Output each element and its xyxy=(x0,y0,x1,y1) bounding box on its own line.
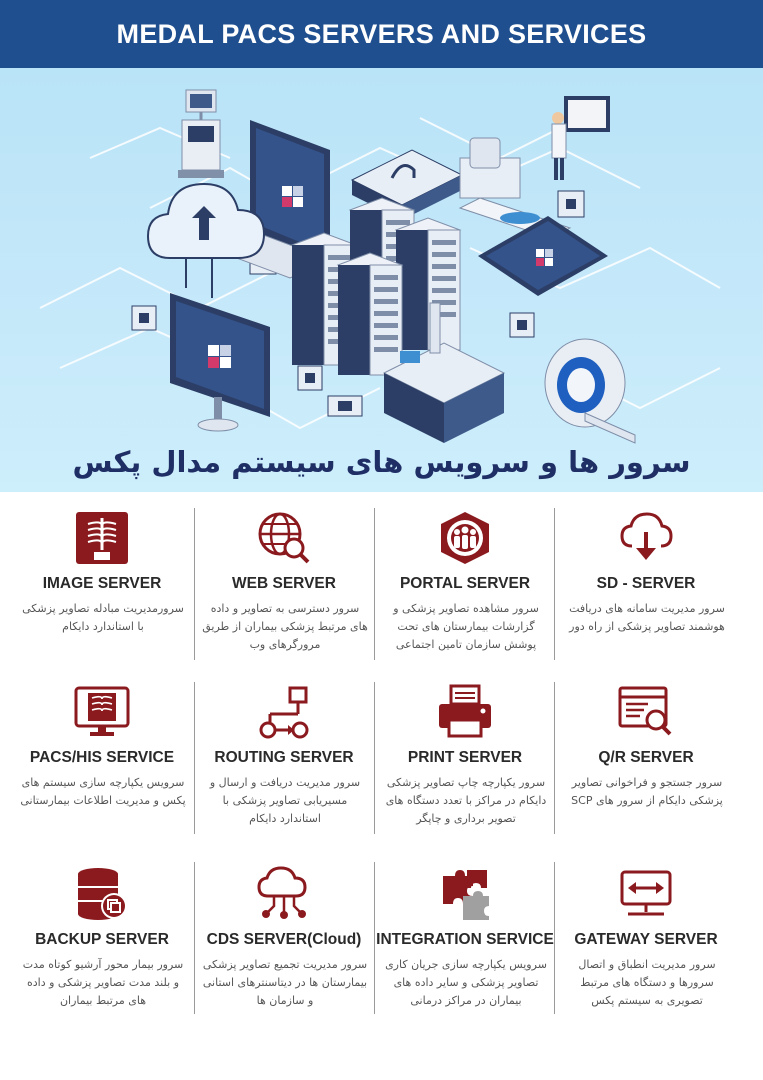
hero-subtitle: سرور ها و سرویس های سیستم مدال پکس xyxy=(72,445,691,479)
service-card-pacs-his-service xyxy=(12,676,192,841)
service-description: سرور مدیریت انطباق و اتصال سرورها و دستگاه های مرتبط تصویری به سیستم پکس xyxy=(578,958,716,1007)
service-name: CDS SERVER(Cloud) xyxy=(206,931,362,948)
service-description: سرور جستجو و فراخوانی تصاویر پزشکی دایکام از سرور های SCP xyxy=(571,776,723,807)
service-name: PORTAL SERVER xyxy=(399,575,531,592)
service-card-cds-server xyxy=(194,858,374,1023)
portal-people-icon xyxy=(437,510,493,566)
service-description: سرور یکپارچه چاپ تصاویر پزشکی دایکام در مراکز با تعدد دستگاه های تصویر برداری و چاپگر xyxy=(385,776,547,825)
service-card-image-server xyxy=(12,502,192,667)
service-name: WEB SERVER xyxy=(232,575,336,592)
service-name: INTEGRATION SERVICE xyxy=(376,931,554,948)
cloud-download-icon xyxy=(618,510,674,566)
service-name: SD - SERVER xyxy=(596,575,696,592)
service-name: PACS/HIS SERVICE xyxy=(29,749,175,766)
puzzle-icon xyxy=(437,866,493,922)
service-card-integration-service xyxy=(375,858,555,1023)
service-name: ROUTING SERVER xyxy=(214,749,354,766)
service-description: سرور مدیریت تجمیع تصاویر پزشکی بیمارستان ها در دیتاسنترهای استانی و سازمان ها xyxy=(202,958,368,1007)
service-description: سرویس یکپارچه سازی سیستم های پکس و مدیریت اطلاعات بیمارستانی xyxy=(20,776,186,807)
service-name: PRINT SERVER xyxy=(407,749,523,766)
page-header xyxy=(0,0,763,68)
service-name: GATEWAY SERVER xyxy=(574,931,718,948)
service-name: Q/R SERVER xyxy=(598,749,694,766)
service-description: سرور بیمار محور آرشیو کوتاه مدت و بلند مدت تصاویر پزشکی و داده های مرتبط بیماران xyxy=(22,958,184,1007)
window-search-icon xyxy=(618,684,674,740)
service-description: سرویس یکپارچه سازی جریان کاری تصاویر پزشکی و سایر داده های بیماران در مراکز درمانی xyxy=(385,958,547,1007)
xray-chest-icon xyxy=(74,510,130,566)
service-description: سرورمدیریت مبادله تصاویر پزشکی با استاندارد دایکام xyxy=(22,602,184,633)
service-description: سرور مدیریت دریافت و ارسال و مسیریابی تصاویر پزشکی با استاندارد دایکام xyxy=(209,776,361,825)
service-description: سرور مدیریت سامانه های دریافت هوشمند تصاویر پزشکی از راه دور xyxy=(569,602,725,633)
service-card-web-server xyxy=(194,502,374,667)
cloud-network-icon xyxy=(256,866,312,922)
service-name: IMAGE SERVER xyxy=(42,575,162,592)
services-grid xyxy=(0,500,763,1060)
globe-search-icon xyxy=(256,510,312,566)
service-description: سرور دسترسی به تصاویر و داده های مرتبط پزشکی بیماران از طریق مرورگرهای وب xyxy=(202,602,368,651)
gateway-monitor-icon xyxy=(618,866,674,922)
service-card-print-server xyxy=(375,676,555,841)
service-card-qr-server xyxy=(556,676,736,841)
isometric-network-illustration xyxy=(0,68,763,492)
service-card-routing-server xyxy=(194,676,374,841)
service-card-sd-server xyxy=(556,502,736,667)
hero-illustration xyxy=(0,68,763,492)
page-title: MEDAL PACS SERVERS AND SERVICES xyxy=(116,19,647,49)
service-card-backup-server xyxy=(12,858,192,1023)
service-description: سرور مشاهده تصاویر پزشکی و گزارشات بیمارستان های تحت پوشش سازمان تامین اجتماعی xyxy=(393,602,539,651)
service-card-portal-server xyxy=(375,502,555,667)
service-card-gateway-server xyxy=(556,858,736,1023)
service-name: BACKUP SERVER xyxy=(35,931,169,948)
database-backup-icon xyxy=(74,866,130,922)
routing-flow-icon xyxy=(256,684,312,740)
monitor-xray-icon xyxy=(74,684,130,740)
printer-icon xyxy=(437,684,493,740)
